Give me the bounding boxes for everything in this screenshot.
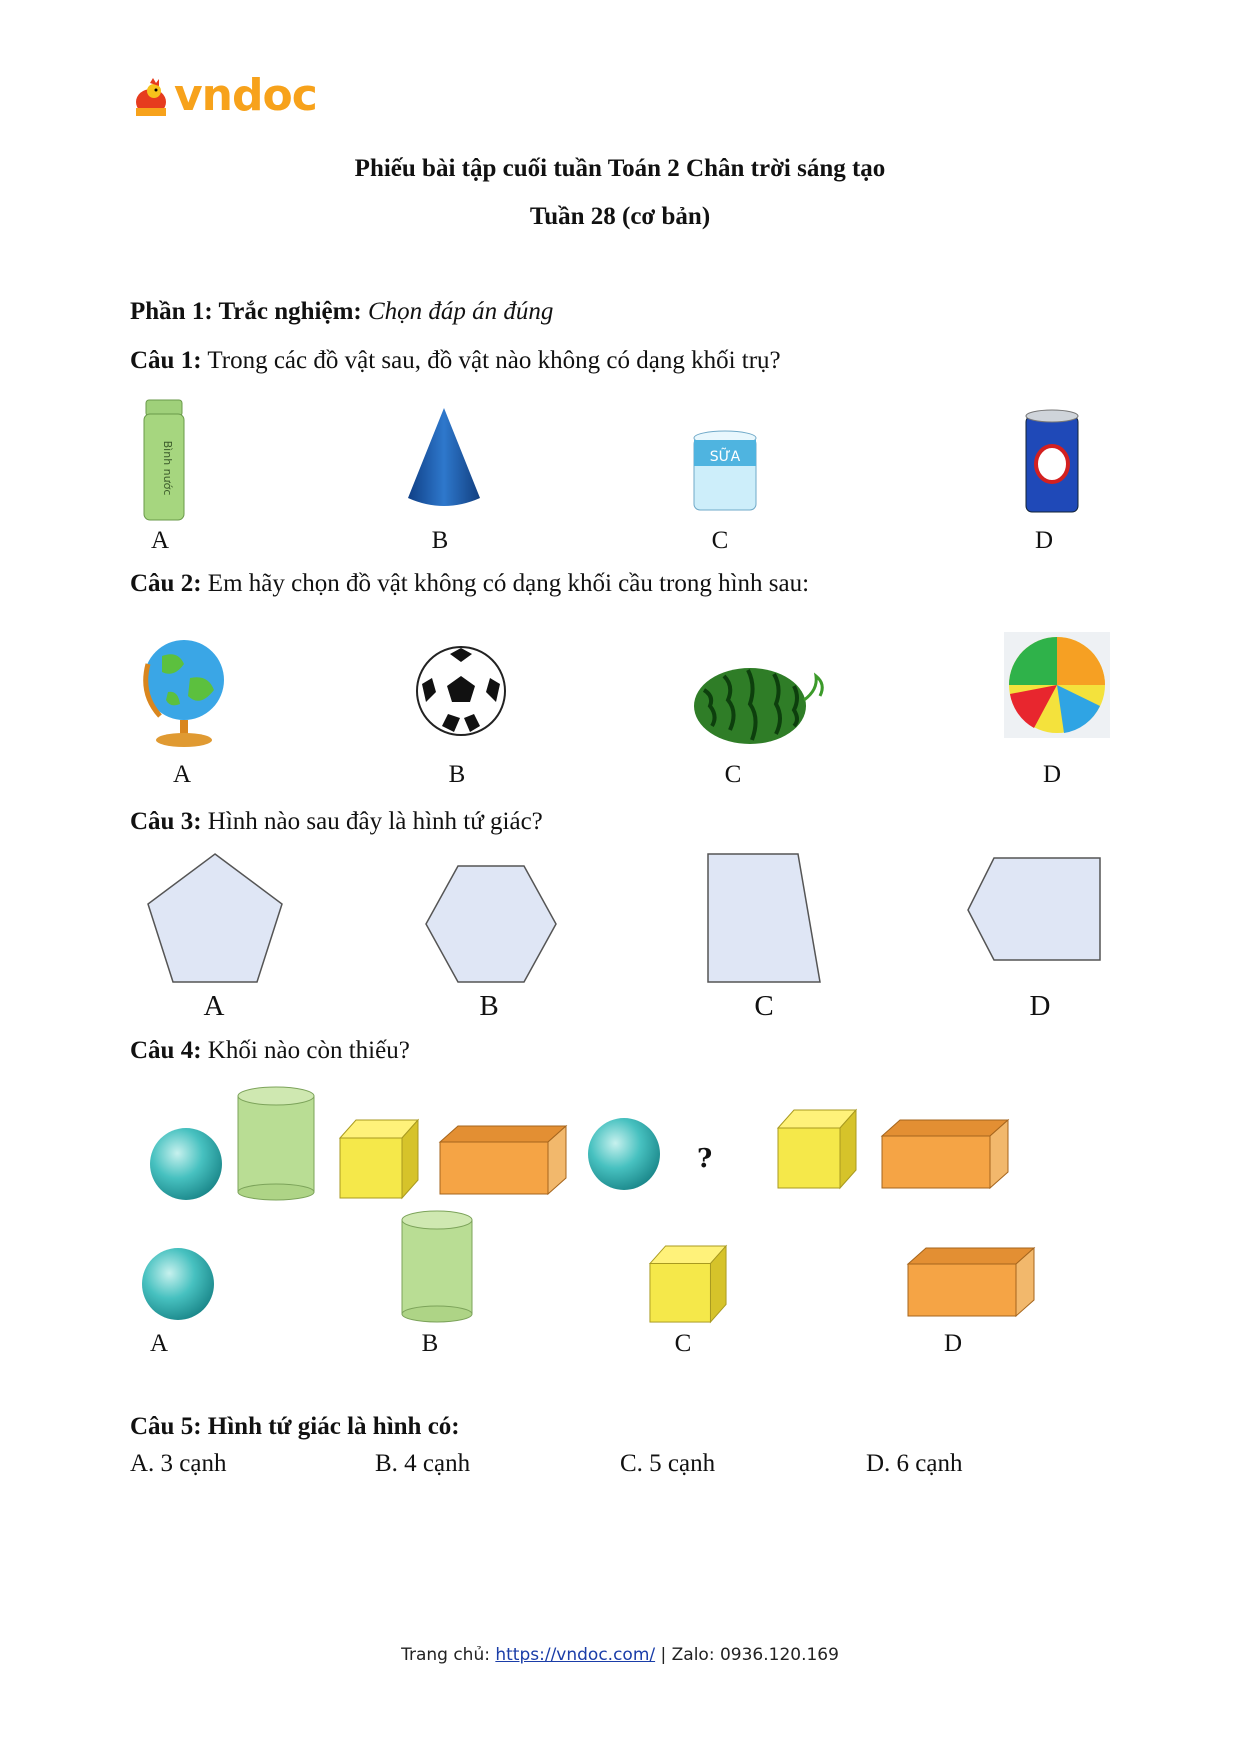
q2-option-d[interactable]: D: [1042, 761, 1062, 788]
milk-can-image: [690, 428, 760, 518]
question-2-text: Em hãy chọn đồ vật không có dạng khối cầu trong hình sau:: [207, 570, 810, 597]
q4-option-a[interactable]: A: [149, 1330, 169, 1357]
logo-text: vndoc: [174, 70, 317, 121]
q1-option-b[interactable]: B: [431, 527, 449, 554]
rectangular-box-shape: [880, 1118, 1010, 1190]
milk-can-label: SỮA: [709, 449, 741, 465]
question-4-label: Câu 4:: [130, 1037, 202, 1064]
question-3: [130, 808, 543, 836]
chicken-mascot-icon: [130, 78, 172, 120]
q2-option-b[interactable]: B: [448, 761, 466, 788]
cone-image: [404, 406, 484, 510]
football-image: [414, 644, 508, 738]
trapezoid-shape: [706, 852, 822, 984]
question-4: [130, 1037, 410, 1065]
part-1-instruction: Chọn đáp án đúng: [367, 298, 554, 325]
q4-option-c[interactable]: C: [674, 1330, 692, 1357]
q5-option-a[interactable]: A. 3 cạnh: [130, 1450, 227, 1477]
q5-option-b[interactable]: B. 4 cạnh: [375, 1450, 471, 1477]
q3-option-b[interactable]: B: [479, 990, 499, 1022]
water-bottle-image: [140, 398, 190, 524]
footer-prefix: Trang chủ:: [401, 1645, 490, 1665]
question-2: [130, 570, 809, 598]
soda-can-image: [1022, 408, 1082, 518]
page-title: Phiếu bài tập cuối tuần Toán 2 Chân trời sáng tạo: [354, 155, 886, 182]
rectangular-box-shape: [438, 1124, 568, 1196]
q3-option-c[interactable]: C: [754, 990, 774, 1022]
question-2-label: Câu 2:: [130, 570, 202, 597]
question-1-text: Trong các đồ vật sau, đồ vật nào không có dạng khối trụ?: [207, 347, 781, 374]
sphere-shape: [586, 1116, 662, 1192]
sphere-shape: [140, 1246, 216, 1322]
footer-contact: | Zalo: 0936.120.169: [660, 1645, 839, 1665]
irregular-pentagon-shape: [966, 856, 1102, 962]
q1-option-c[interactable]: C: [711, 527, 729, 554]
cylinder-shape: [398, 1208, 476, 1324]
question-3-label: Câu 3:: [130, 808, 202, 835]
q4-option-d[interactable]: D: [943, 1330, 963, 1357]
cube-shape: [776, 1108, 858, 1190]
q5-option-c[interactable]: C. 5 cạnh: [620, 1450, 716, 1477]
hexagon-shape: [424, 864, 558, 984]
pentagon-shape: [145, 852, 285, 986]
q4-option-b[interactable]: B: [421, 1330, 439, 1357]
question-3-text: Hình nào sau đây là hình tứ giác?: [207, 808, 543, 835]
beach-ball-image: [1004, 632, 1110, 738]
question-1: [130, 347, 781, 375]
watermelon-image: [690, 660, 830, 746]
q2-option-c[interactable]: C: [724, 761, 742, 788]
cylinder-shape: [234, 1084, 318, 1202]
page-footer: [0, 1645, 1240, 1665]
sphere-shape: [148, 1126, 224, 1202]
q2-option-a[interactable]: A: [172, 761, 192, 788]
q1-option-d[interactable]: D: [1034, 527, 1054, 554]
part-1-heading: [130, 298, 553, 326]
question-4-text: Khối nào còn thiếu?: [207, 1037, 410, 1064]
q1-option-a[interactable]: A: [150, 527, 170, 554]
rectangular-box-shape: [906, 1246, 1036, 1318]
question-1-label: Câu 1:: [130, 347, 202, 374]
cube-shape: [338, 1118, 420, 1200]
page-subtitle: Tuần 28 (cơ bản): [529, 203, 711, 230]
question-5: Câu 5: Hình tứ giác là hình có:: [130, 1413, 460, 1440]
q3-option-d[interactable]: D: [1029, 990, 1051, 1022]
q5-option-d[interactable]: D. 6 cạnh: [866, 1450, 963, 1477]
globe-image: [138, 634, 230, 750]
homepage-link[interactable]: https://vndoc.com/: [495, 1645, 656, 1665]
cube-shape: [648, 1244, 728, 1324]
q3-option-a[interactable]: A: [203, 990, 225, 1022]
bottle-label: Bình nước: [161, 440, 174, 496]
missing-block-mark: ?: [697, 1144, 713, 1174]
vndoc-logo: [130, 70, 330, 128]
part-1-label: Phần 1: Trắc nghiệm:: [130, 298, 362, 325]
